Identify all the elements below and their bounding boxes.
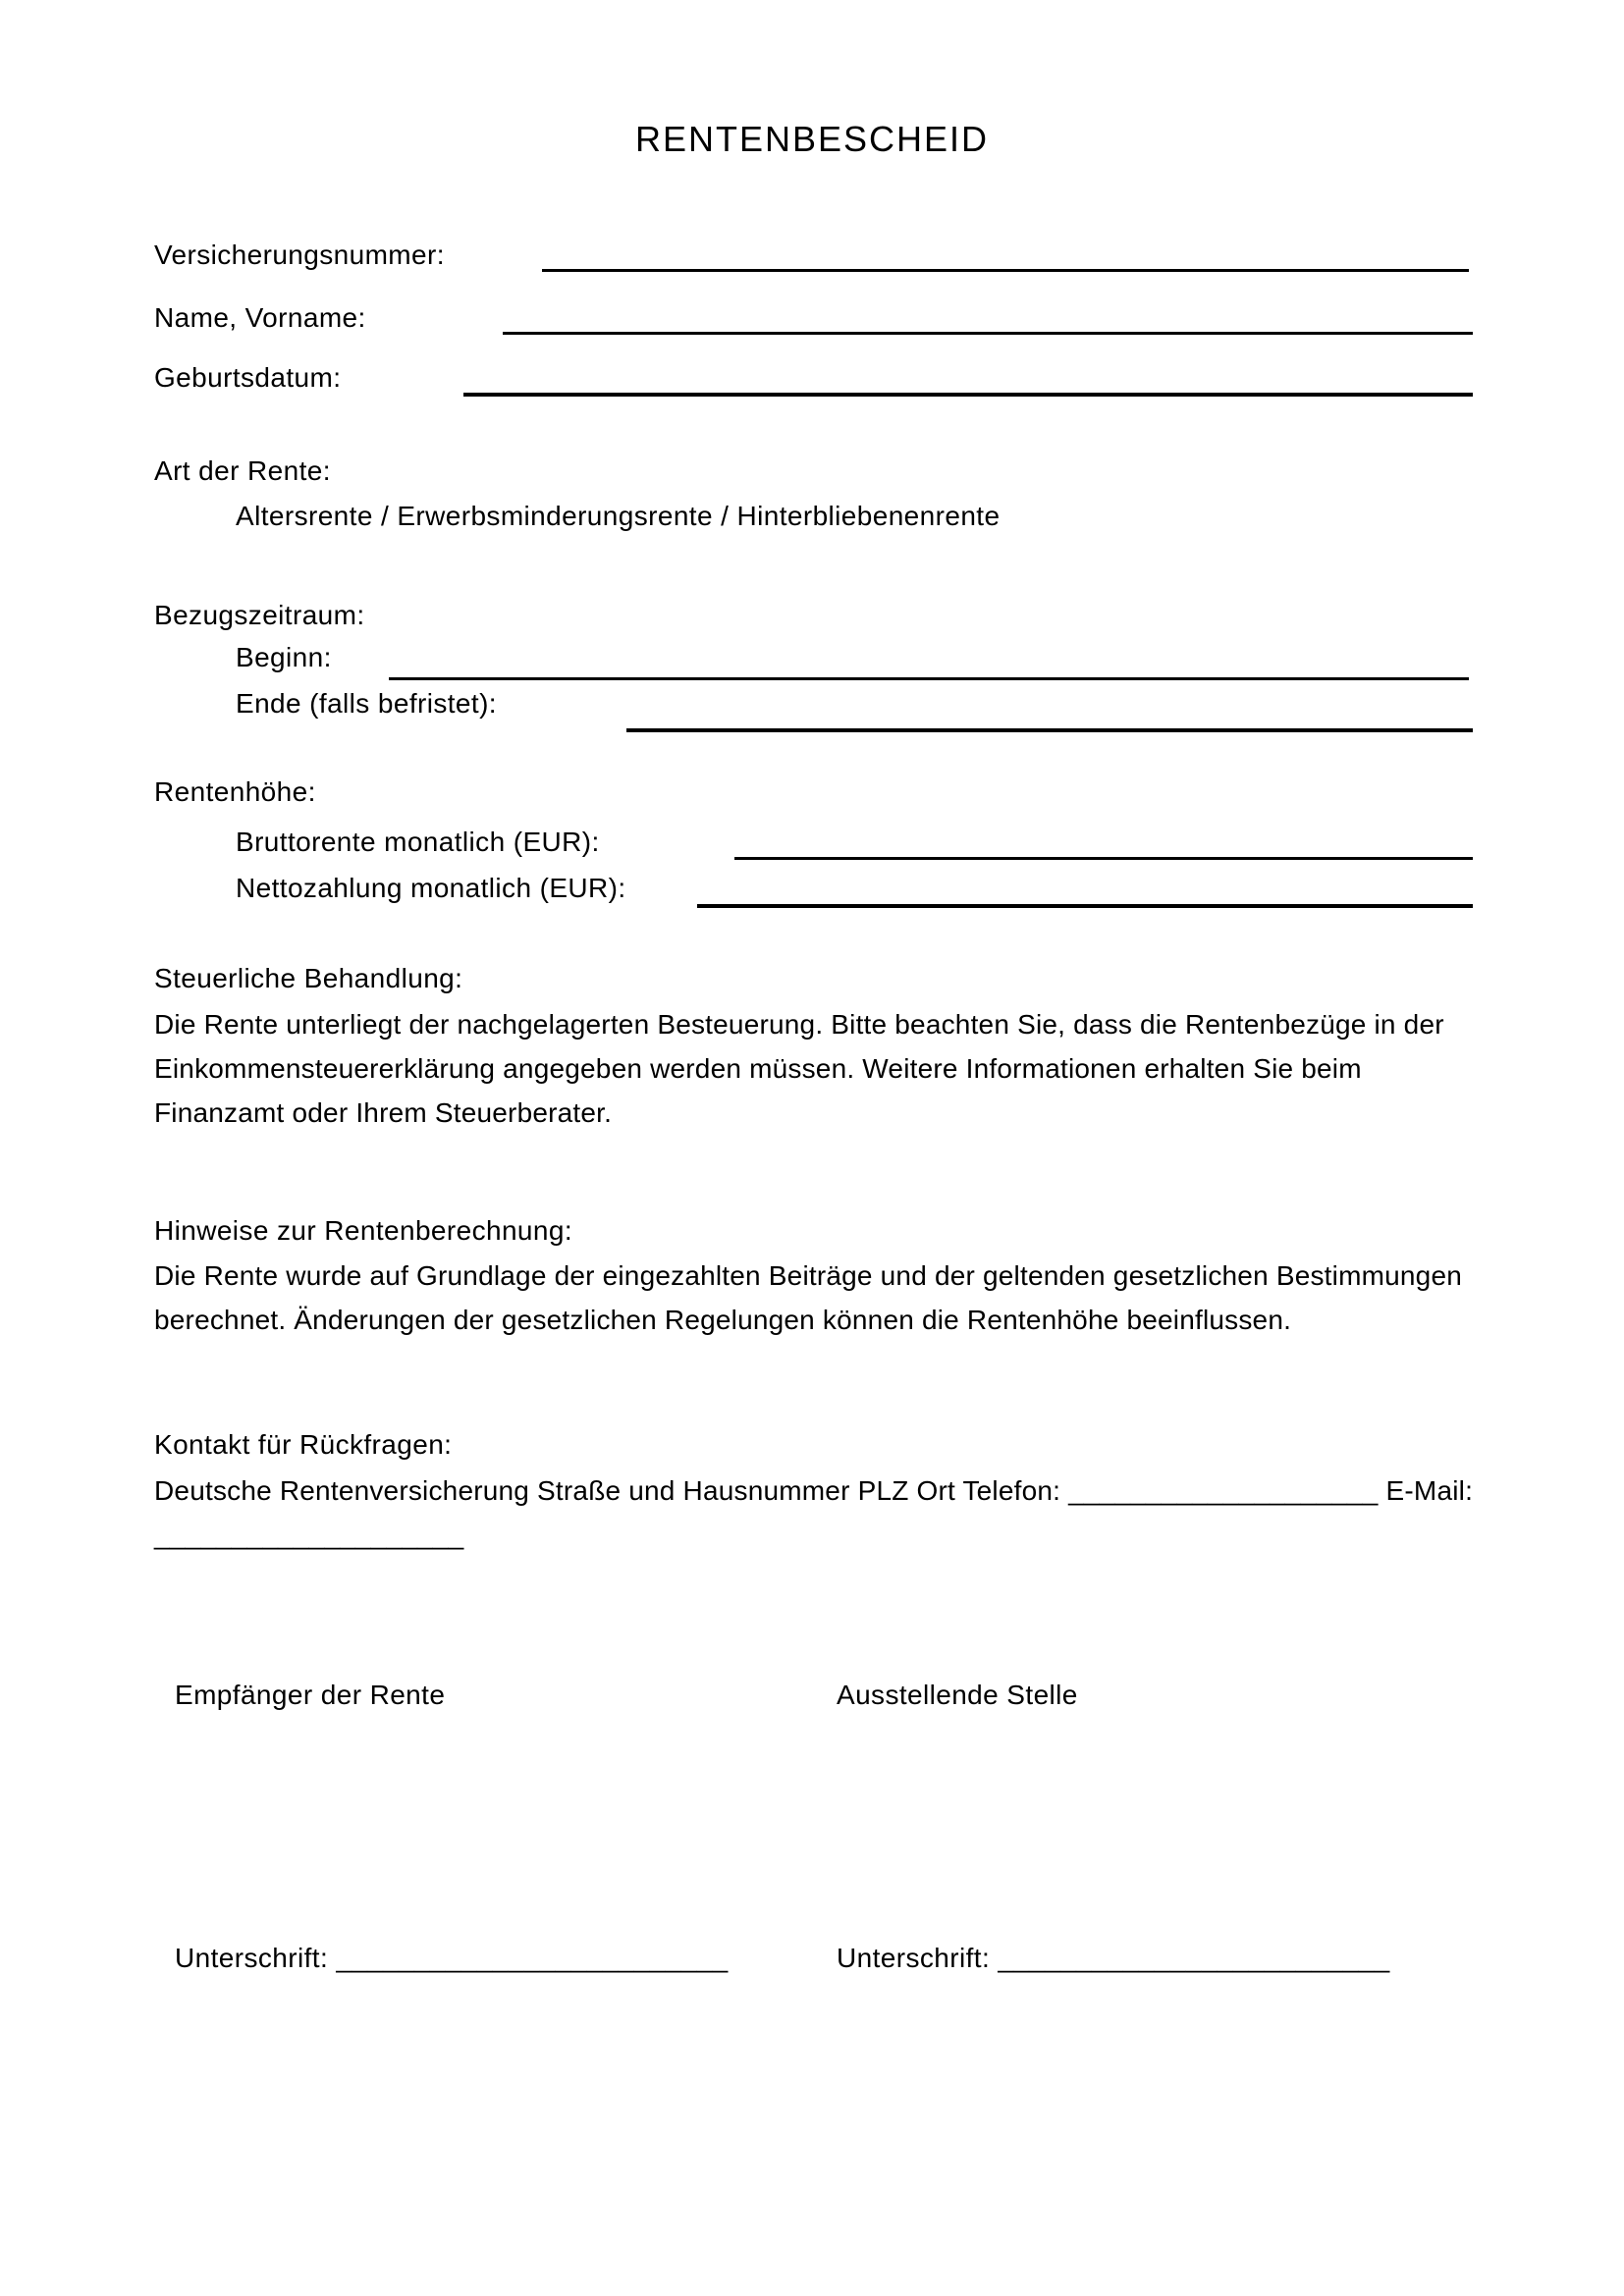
bruttorente-label: Bruttorente monatlich (EUR): xyxy=(236,827,600,857)
versicherungsnummer-label: Versicherungsnummer: xyxy=(154,240,445,270)
beginn-label: Beginn: xyxy=(236,642,332,672)
art-der-rente-heading: Art der Rente: xyxy=(154,455,331,486)
hinweise-text-line: berechnet. Änderungen der gesetzlichen Regelungen können die Rentenhöhe beeinflussen. xyxy=(154,1305,1292,1335)
unterschrift-right-label: Unterschrift: xyxy=(837,1943,991,1973)
bruttorente-line xyxy=(734,857,1473,860)
name-vorname-line xyxy=(503,332,1473,335)
hinweise-heading: Hinweise zur Rentenberechnung: xyxy=(154,1215,573,1246)
ende-label: Ende (falls befristet): xyxy=(236,688,497,719)
unterschrift-left-line: _________________________ xyxy=(336,1943,729,1973)
steuerliche-behandlung-text-line: Einkommensteuererklärung angegeben werden müssen. Weitere Informationen erhalten Sie beim xyxy=(154,1053,1362,1084)
steuerliche-behandlung-text-line: Finanzamt oder Ihrem Steuerberater. xyxy=(154,1097,613,1128)
unterschrift-right xyxy=(837,1945,1390,1972)
page-title: RENTENBESCHEID xyxy=(634,119,990,159)
steuerliche-behandlung-text-line: Die Rente unterliegt der nachgelagerten Besteuerung. Bitte beachten Sie, dass die Rentenbezüge in der xyxy=(154,1009,1444,1040)
bezugszeitraum-heading: Bezugszeitraum: xyxy=(154,600,365,630)
versicherungsnummer-line xyxy=(542,269,1469,272)
ausstellende-stelle-title: Ausstellende Stelle xyxy=(837,1680,1078,1710)
nettozahlung-line xyxy=(697,904,1473,908)
nettozahlung-label: Nettozahlung monatlich (EUR): xyxy=(236,873,626,903)
unterschrift-right-line: _________________________ xyxy=(998,1943,1390,1973)
hinweise-text-line: Die Rente wurde auf Grundlage der eingezahlten Beiträge und der geltenden gesetzlichen Bestimmungen xyxy=(154,1260,1462,1291)
kontakt-email-line: ____________________ xyxy=(154,1520,464,1550)
geburtsdatum-label: Geburtsdatum: xyxy=(154,362,342,393)
geburtsdatum-line xyxy=(463,393,1473,397)
ende-line xyxy=(626,728,1473,732)
rentenhoehe-heading: Rentenhöhe: xyxy=(154,776,316,807)
steuerliche-behandlung-heading: Steuerliche Behandlung: xyxy=(154,963,463,993)
empfaenger-title: Empfänger der Rente xyxy=(175,1680,446,1710)
unterschrift-left xyxy=(175,1945,729,1972)
name-vorname-label: Name, Vorname: xyxy=(154,302,366,333)
kontakt-text-line: Deutsche Rentenversicherung Straße und Hausnummer PLZ Ort Telefon: ____________________ E-Mail: xyxy=(154,1475,1474,1506)
art-der-rente-options: Altersrente / Erwerbsminderungsrente / Hinterbliebenenrente xyxy=(236,501,1001,531)
unterschrift-left-label: Unterschrift: xyxy=(175,1943,329,1973)
kontakt-heading: Kontakt für Rückfragen: xyxy=(154,1429,453,1460)
beginn-line xyxy=(389,677,1469,680)
